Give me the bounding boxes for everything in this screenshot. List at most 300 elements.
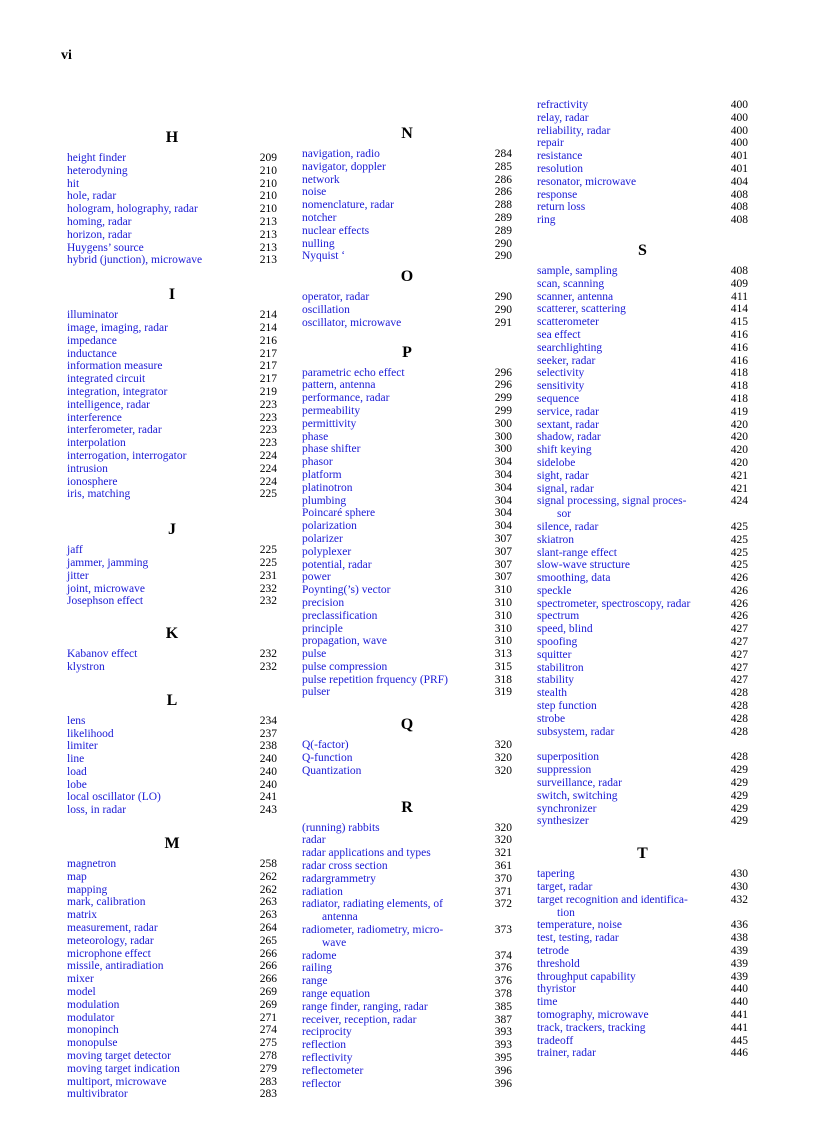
index-term-link[interactable]: stabilitron	[537, 661, 584, 674]
index-page-number: 396	[494, 1077, 512, 1090]
index-page-number: 376	[494, 962, 512, 975]
index-entry	[67, 216, 277, 229]
index-section	[302, 263, 512, 329]
index-page-number: 396	[494, 1064, 512, 1077]
index-term-link[interactable]: Kabanov effect	[67, 648, 138, 661]
index-term-link[interactable]: Huygens’ source	[67, 241, 144, 254]
index-term-link[interactable]: slow-wave structure	[537, 559, 630, 572]
index-entry	[537, 355, 748, 368]
index-term-link[interactable]: sextant, radar	[537, 418, 599, 431]
index-term-link[interactable]: intrusion	[67, 462, 108, 475]
index-page-number: 290	[494, 237, 512, 250]
index-term-link[interactable]: sight, radar	[537, 469, 589, 482]
index-term-link[interactable]: integration, integrator	[67, 385, 168, 398]
index-term-link[interactable]: nuclear effects	[302, 224, 370, 237]
section-letter-heading: S	[638, 241, 647, 259]
index-term-link[interactable]: scatterometer	[537, 316, 599, 329]
index-term-link[interactable]: tomography, microwave	[537, 1009, 649, 1021]
index-term-link[interactable]: model	[67, 986, 96, 999]
index-term-link[interactable]: tradeoff	[537, 1034, 574, 1047]
index-term-link[interactable]: phasor	[302, 456, 333, 469]
index-entry	[67, 463, 277, 476]
index-term-link[interactable]: radiator, radiating elements, of	[302, 898, 443, 911]
index-entry	[537, 419, 748, 432]
index-term-link[interactable]: target, radar	[537, 881, 593, 894]
index-term-link[interactable]: monopinch	[67, 1024, 119, 1037]
index-page-number: 432	[730, 893, 748, 906]
index-entry	[537, 112, 748, 125]
index-entry	[302, 482, 512, 495]
index-term-link[interactable]: relay, radar	[537, 111, 589, 124]
index-term-link[interactable]: joint, microwave	[67, 582, 145, 595]
index-term-link[interactable]: threshold	[537, 957, 580, 970]
index-term-link[interactable]: tapering	[537, 868, 575, 881]
index-term-link[interactable]: local oscillator (LO)	[67, 791, 161, 804]
index-page-number: 374	[494, 949, 512, 962]
index-entry	[302, 834, 512, 847]
index-term-link[interactable]: mapping	[67, 883, 108, 896]
index-term-link[interactable]: operator, radar	[302, 291, 370, 304]
index-term-link[interactable]: missile, antiradiation	[67, 960, 164, 973]
index-term-link[interactable]: repair	[537, 137, 564, 150]
index-entry	[537, 674, 748, 687]
index-page-number: 320	[494, 764, 512, 777]
index-term-continuation[interactable]: tion	[557, 906, 575, 919]
index-term-link[interactable]: propagation, wave	[302, 635, 387, 648]
index-page-number: 307	[494, 558, 512, 571]
index-entry	[537, 99, 748, 112]
index-page-number: 439	[730, 945, 748, 958]
index-term-link[interactable]: return loss	[537, 201, 586, 214]
index-term-link[interactable]: load	[67, 765, 87, 778]
index-term-link[interactable]: polarizer	[302, 532, 343, 545]
index-entry	[302, 898, 512, 924]
index-page-number: 425	[730, 533, 748, 546]
index-entry	[302, 847, 512, 860]
index-term-link[interactable]: scanner, antenna	[537, 290, 614, 303]
index-page-number: 284	[494, 148, 512, 160]
index-term-link[interactable]: phase	[302, 430, 329, 443]
index-term-link[interactable]: Josephson effect	[67, 595, 144, 608]
index-term-link[interactable]: reflectometer	[302, 1064, 364, 1077]
index-term-link[interactable]: moving target indication	[67, 1062, 180, 1075]
index-term-link[interactable]: resonator, microwave	[537, 175, 637, 188]
index-entry	[302, 148, 512, 161]
index-page-number: 439	[730, 957, 748, 970]
index-page-number: 401	[730, 150, 748, 163]
index-term-link[interactable]: sea effect	[537, 328, 581, 341]
index-entry	[537, 919, 748, 932]
index-term-link[interactable]: track, trackers, tracking	[537, 1021, 646, 1034]
index-term-link[interactable]: monopulse	[67, 1037, 118, 1050]
index-entry	[302, 317, 512, 330]
index-term-link[interactable]: Quantization	[302, 764, 362, 777]
index-page-number: 429	[730, 802, 748, 815]
index-term-link[interactable]: scan, scanning	[537, 277, 605, 290]
index-term-link[interactable]: thyristor	[537, 983, 576, 996]
index-term-link[interactable]: navigation, radio	[302, 148, 380, 160]
index-term-link[interactable]: range equation	[302, 988, 371, 1001]
index-term-link[interactable]: range finder, ranging, radar	[302, 1000, 428, 1013]
index-term-link[interactable]: oscillation	[302, 303, 350, 316]
index-term-link[interactable]: shadow, radar	[537, 431, 601, 444]
index-entry	[67, 791, 277, 804]
index-term-link[interactable]: likelihood	[67, 727, 114, 740]
index-term-link[interactable]: subsystem, radar	[537, 725, 615, 738]
index-entry	[67, 254, 277, 267]
index-term-link[interactable]: modulation	[67, 998, 120, 1011]
index-term-link[interactable]: nulling	[302, 237, 335, 250]
index-entry	[67, 648, 277, 661]
index-entry	[537, 996, 748, 1009]
index-entry	[67, 335, 277, 348]
index-page-number: 223	[259, 398, 277, 411]
index-term-link[interactable]: mixer	[67, 973, 94, 986]
index-entry	[302, 661, 512, 674]
index-term-link[interactable]: potential, radar	[302, 558, 372, 571]
index-term-link[interactable]: klystron	[67, 660, 105, 673]
index-term-link[interactable]: performance, radar	[302, 392, 390, 405]
index-term-link[interactable]: noise	[302, 186, 327, 199]
index-entry	[537, 983, 748, 996]
index-term-link[interactable]: pulser	[302, 686, 331, 699]
index-term-link[interactable]: phase shifter	[302, 443, 361, 456]
index-term-link[interactable]: sequence	[537, 392, 580, 405]
index-page-number: 269	[259, 986, 277, 999]
index-term-link[interactable]: intelligence, radar	[67, 398, 151, 411]
index-term-link[interactable]: (running) rabbits	[302, 821, 380, 834]
index-term-link[interactable]: switch, switching	[537, 789, 618, 802]
index-term-link[interactable]: nomenclature, radar	[302, 199, 394, 212]
index-term-link[interactable]: throughput capability	[537, 970, 636, 983]
index-term-link[interactable]: power	[302, 571, 331, 584]
index-page-number: 439	[730, 970, 748, 983]
index-page-number: 428	[730, 712, 748, 725]
index-entry	[537, 380, 748, 393]
index-term-link[interactable]: platform	[302, 468, 342, 481]
index-term-link[interactable]: navigator, doppler	[302, 160, 386, 173]
index-term-link[interactable]: jitter	[67, 569, 89, 582]
index-term-link[interactable]: permittivity	[302, 417, 357, 430]
index-page-number: 427	[730, 623, 748, 636]
index-term-link[interactable]: multiport, microwave	[67, 1075, 167, 1088]
index-term-link[interactable]: radome	[302, 949, 337, 962]
index-term-link[interactable]: stealth	[537, 687, 568, 700]
index-term-link[interactable]: moving target detector	[67, 1050, 171, 1063]
index-term-link[interactable]: synthesizer	[537, 815, 589, 828]
index-page-number: 428	[730, 687, 748, 700]
index-entry	[67, 424, 277, 437]
index-term-link[interactable]: silence, radar	[537, 520, 599, 533]
index-term-link[interactable]: radar cross section	[302, 860, 388, 873]
index-term-link[interactable]: information measure	[67, 360, 163, 373]
index-term-link[interactable]: trainer, radar	[537, 1047, 596, 1060]
index-term-link[interactable]: radar	[302, 834, 326, 847]
index-term-link[interactable]: Q(-factor)	[302, 739, 349, 752]
index-term-link[interactable]: response	[537, 188, 578, 201]
index-page-number: 266	[259, 947, 277, 960]
index-term-link[interactable]: seeker, radar	[537, 354, 596, 367]
index-entry	[537, 189, 748, 202]
index-entry	[302, 584, 512, 597]
index-page-number: 224	[259, 462, 277, 475]
index-term-link[interactable]: microphone effect	[67, 947, 151, 960]
index-page-number: 420	[730, 444, 748, 457]
index-term-link[interactable]: interrogation, interrogator	[67, 449, 187, 462]
index-term-link[interactable]: permeability	[302, 404, 361, 417]
index-term-link[interactable]: reliability, radar	[537, 124, 611, 137]
index-entry	[537, 367, 748, 380]
index-term-link[interactable]: impedance	[67, 334, 117, 347]
index-term-link[interactable]: matrix	[67, 909, 98, 922]
index-term-link[interactable]: shift keying	[537, 444, 592, 457]
index-term-link[interactable]: resolution	[537, 162, 583, 175]
index-entry	[537, 176, 748, 189]
index-term-link[interactable]: receiver, reception, radar	[302, 1013, 417, 1026]
index-section	[67, 620, 277, 674]
index-term-link[interactable]: signal, radar	[537, 482, 594, 495]
index-term-link[interactable]: radiometer, radiometry, micro-	[302, 924, 444, 937]
index-term-link[interactable]: signal processing, signal proces-	[537, 495, 687, 508]
index-term-link[interactable]: reciprocity	[302, 1026, 352, 1039]
index-term-link[interactable]: hole, radar	[67, 190, 117, 203]
index-page-number: 304	[494, 494, 512, 507]
index-term-link[interactable]: ionosphere	[67, 475, 118, 488]
index-page-number: 263	[259, 896, 277, 909]
index-term-link[interactable]: illuminator	[67, 309, 119, 322]
index-term-link[interactable]: magnetron	[67, 858, 117, 871]
index-term-link[interactable]: pulse	[302, 648, 327, 661]
index-term-link[interactable]: lobe	[67, 778, 87, 791]
index-term-link[interactable]: limiter	[67, 740, 98, 753]
index-term-link[interactable]: mark, calibration	[67, 896, 146, 909]
index-entry	[537, 687, 748, 700]
index-term-link[interactable]: sidelobe	[537, 456, 576, 469]
index-term-link[interactable]: spectrometer, spectroscopy, radar	[537, 597, 691, 610]
index-term-link[interactable]: superposition	[537, 751, 599, 764]
index-term-link[interactable]: hologram, holography, radar	[67, 203, 198, 216]
index-term-link[interactable]: scatterer, scattering	[537, 303, 626, 316]
index-term-link[interactable]: principle	[302, 622, 343, 635]
index-page-number: 430	[730, 868, 748, 881]
index-term-link[interactable]: interferometer, radar	[67, 424, 162, 437]
index-entry	[67, 570, 277, 583]
index-entry	[302, 225, 512, 238]
index-term-link[interactable]: sensitivity	[537, 380, 585, 393]
index-term-link[interactable]: network	[302, 173, 340, 186]
index-page-number: 416	[730, 354, 748, 367]
index-page-number: 240	[259, 765, 277, 778]
index-term-link[interactable]: heterodyning	[67, 164, 128, 177]
index-term-link[interactable]: selectivity	[537, 367, 585, 380]
index-term-link[interactable]: modulator	[67, 1011, 115, 1024]
index-term-link[interactable]: jammer, jamming	[67, 556, 149, 569]
index-term-link[interactable]: spectrum	[537, 610, 580, 623]
index-term-link[interactable]: suppression	[537, 764, 592, 777]
index-term-link[interactable]: multivibrator	[67, 1088, 128, 1101]
index-page-number: 223	[259, 424, 277, 437]
index-entry	[537, 291, 748, 304]
index-column-1	[67, 113, 277, 1101]
index-term-link[interactable]: range	[302, 975, 328, 988]
index-term-link[interactable]: pattern, antenna	[302, 379, 376, 392]
index-entry	[67, 178, 277, 191]
index-term-link[interactable]: radar applications and types	[302, 847, 431, 860]
index-entry	[302, 860, 512, 873]
index-page-number: 271	[259, 1011, 277, 1024]
index-term-link[interactable]: preclassification	[302, 609, 378, 622]
index-entry	[302, 1078, 512, 1091]
index-term-link[interactable]: radargrammetry	[302, 872, 376, 885]
index-term-link[interactable]: homing, radar	[67, 215, 132, 228]
index-page-number: 262	[259, 870, 277, 883]
index-term-link[interactable]: service, radar	[537, 405, 599, 418]
index-page-number: 429	[730, 789, 748, 802]
index-term-link[interactable]: pulse compression	[302, 660, 388, 673]
index-term-link[interactable]: lens	[67, 714, 86, 727]
index-term-link[interactable]: hit	[67, 177, 80, 190]
index-term-link[interactable]: surveillance, radar	[537, 777, 622, 790]
index-page-number: 263	[259, 909, 277, 922]
index-term-link[interactable]: speckle	[537, 584, 572, 597]
index-page-number: 411	[731, 290, 748, 303]
index-page-number: 275	[259, 1037, 277, 1050]
index-page-number: 304	[494, 481, 512, 494]
index-term-link[interactable]: railing	[302, 962, 333, 975]
index-term-link[interactable]: time	[537, 996, 558, 1009]
index-entry	[302, 1014, 512, 1027]
index-page-number: 285	[494, 160, 512, 173]
index-entry	[67, 935, 277, 948]
index-entry	[67, 450, 277, 463]
index-term-link[interactable]: polyplexer	[302, 545, 352, 558]
index-entry	[67, 728, 277, 741]
index-entry	[537, 790, 748, 803]
index-term-link[interactable]: polarization	[302, 520, 357, 533]
index-term-link[interactable]: iris, matching	[67, 488, 131, 501]
index-term-continuation[interactable]: antenna	[322, 911, 358, 924]
index-entry	[537, 470, 748, 483]
index-term-link[interactable]: slant-range effect	[537, 546, 617, 559]
index-page-number: 216	[259, 334, 277, 347]
index-term-link[interactable]: Nyquist ‘	[302, 250, 346, 263]
index-term-link[interactable]: radiation	[302, 885, 343, 898]
index-term-link[interactable]: tetrode	[537, 945, 569, 958]
index-page-number: 274	[259, 1024, 277, 1037]
index-term-link[interactable]: loss, in radar	[67, 804, 127, 817]
index-entry	[302, 648, 512, 661]
index-entry	[67, 476, 277, 489]
index-term-link[interactable]: line	[67, 753, 85, 766]
index-term-link[interactable]: refractivity	[537, 99, 589, 111]
index-page-number: 300	[494, 417, 512, 430]
index-term-link[interactable]: inductance	[67, 347, 117, 360]
index-term-link[interactable]: speed, blind	[537, 623, 593, 636]
index-term-link[interactable]: stability	[537, 674, 575, 687]
index-term-link[interactable]: interpolation	[67, 437, 126, 450]
index-term-link[interactable]: oscillator, microwave	[302, 316, 402, 329]
index-entry	[67, 999, 277, 1012]
index-term-link[interactable]: Poincaré sphere	[302, 507, 376, 520]
index-entry	[537, 150, 748, 163]
index-term-link[interactable]: step function	[537, 700, 597, 713]
index-term-link[interactable]: ring	[537, 214, 556, 227]
index-term-link[interactable]: height finder	[67, 152, 127, 164]
index-term-link[interactable]: squitter	[537, 648, 572, 661]
index-entry	[537, 751, 748, 764]
index-term-link[interactable]: meteorology, radar	[67, 934, 154, 947]
index-term-link[interactable]: searchlighting	[537, 341, 603, 354]
index-term-link[interactable]: measurement, radar	[67, 922, 158, 935]
index-entry	[67, 858, 277, 871]
index-term-link[interactable]: test, testing, radar	[537, 932, 619, 945]
index-term-link[interactable]: sample, sampling	[537, 264, 618, 277]
index-term-link[interactable]: temperature, noise	[537, 919, 622, 932]
index-term-link[interactable]: plumbing	[302, 494, 347, 507]
index-term-link[interactable]: pulse repetition frquency (PRF)	[302, 673, 448, 686]
index-term-link[interactable]: platinotron	[302, 481, 353, 494]
index-term-link[interactable]: smoothing, data	[537, 572, 611, 585]
index-entry	[302, 765, 512, 778]
index-page-number: 315	[494, 660, 512, 673]
index-term-continuation[interactable]: wave	[322, 936, 347, 949]
index-term-link[interactable]: notcher	[302, 211, 337, 224]
index-page-number: 296	[494, 379, 512, 392]
index-term-link[interactable]: target recognition and identifica-	[537, 893, 688, 906]
index-term-link[interactable]: skiatron	[537, 533, 575, 546]
index-term-link[interactable]: strobe	[537, 712, 566, 725]
index-term-link[interactable]: Poynting(’s) vector	[302, 584, 391, 597]
index-page-number: 429	[730, 777, 748, 790]
index-page-number: 376	[494, 975, 512, 988]
index-page-number: 430	[730, 881, 748, 894]
index-term-link[interactable]: Q-function	[302, 752, 353, 765]
index-entry	[537, 559, 748, 572]
index-term-link[interactable]: synchronizer	[537, 802, 597, 815]
index-entry	[67, 595, 277, 608]
index-entry	[302, 571, 512, 584]
index-entry	[302, 988, 512, 1001]
index-page-number: 237	[259, 727, 277, 740]
index-term-link[interactable]: reflection	[302, 1039, 347, 1052]
index-entry	[537, 393, 748, 406]
index-term-link[interactable]: precision	[302, 596, 345, 609]
index-term-link[interactable]: reflectivity	[302, 1052, 353, 1065]
index-page-number: 214	[259, 321, 277, 334]
index-term-link[interactable]: map	[67, 870, 87, 883]
index-term-link[interactable]: spoofing	[537, 636, 578, 649]
index-term-link[interactable]: image, imaging, radar	[67, 321, 168, 334]
index-page-number: 418	[730, 367, 748, 380]
index-entry	[537, 868, 748, 881]
index-term-link[interactable]: integrated circuit	[67, 373, 146, 386]
index-term-link[interactable]: interference	[67, 411, 122, 424]
index-page-number: 370	[494, 872, 512, 885]
index-term-link[interactable]: jaff	[67, 544, 83, 557]
index-entry	[537, 303, 748, 316]
index-page-number: 210	[259, 164, 277, 177]
index-page-number: 428	[730, 751, 748, 764]
index-term-link[interactable]: parametric echo effect	[302, 366, 405, 379]
index-term-link[interactable]: resistance	[537, 150, 583, 163]
index-term-link[interactable]: hybrid (junction), microwave	[67, 254, 203, 267]
index-term-link[interactable]: reflector	[302, 1077, 341, 1090]
index-page-number: 319	[494, 686, 512, 699]
index-entry	[537, 329, 748, 342]
index-term-link[interactable]: horizon, radar	[67, 228, 132, 241]
index-term-continuation[interactable]: sor	[557, 508, 572, 521]
index-page-number: 214	[259, 309, 277, 322]
